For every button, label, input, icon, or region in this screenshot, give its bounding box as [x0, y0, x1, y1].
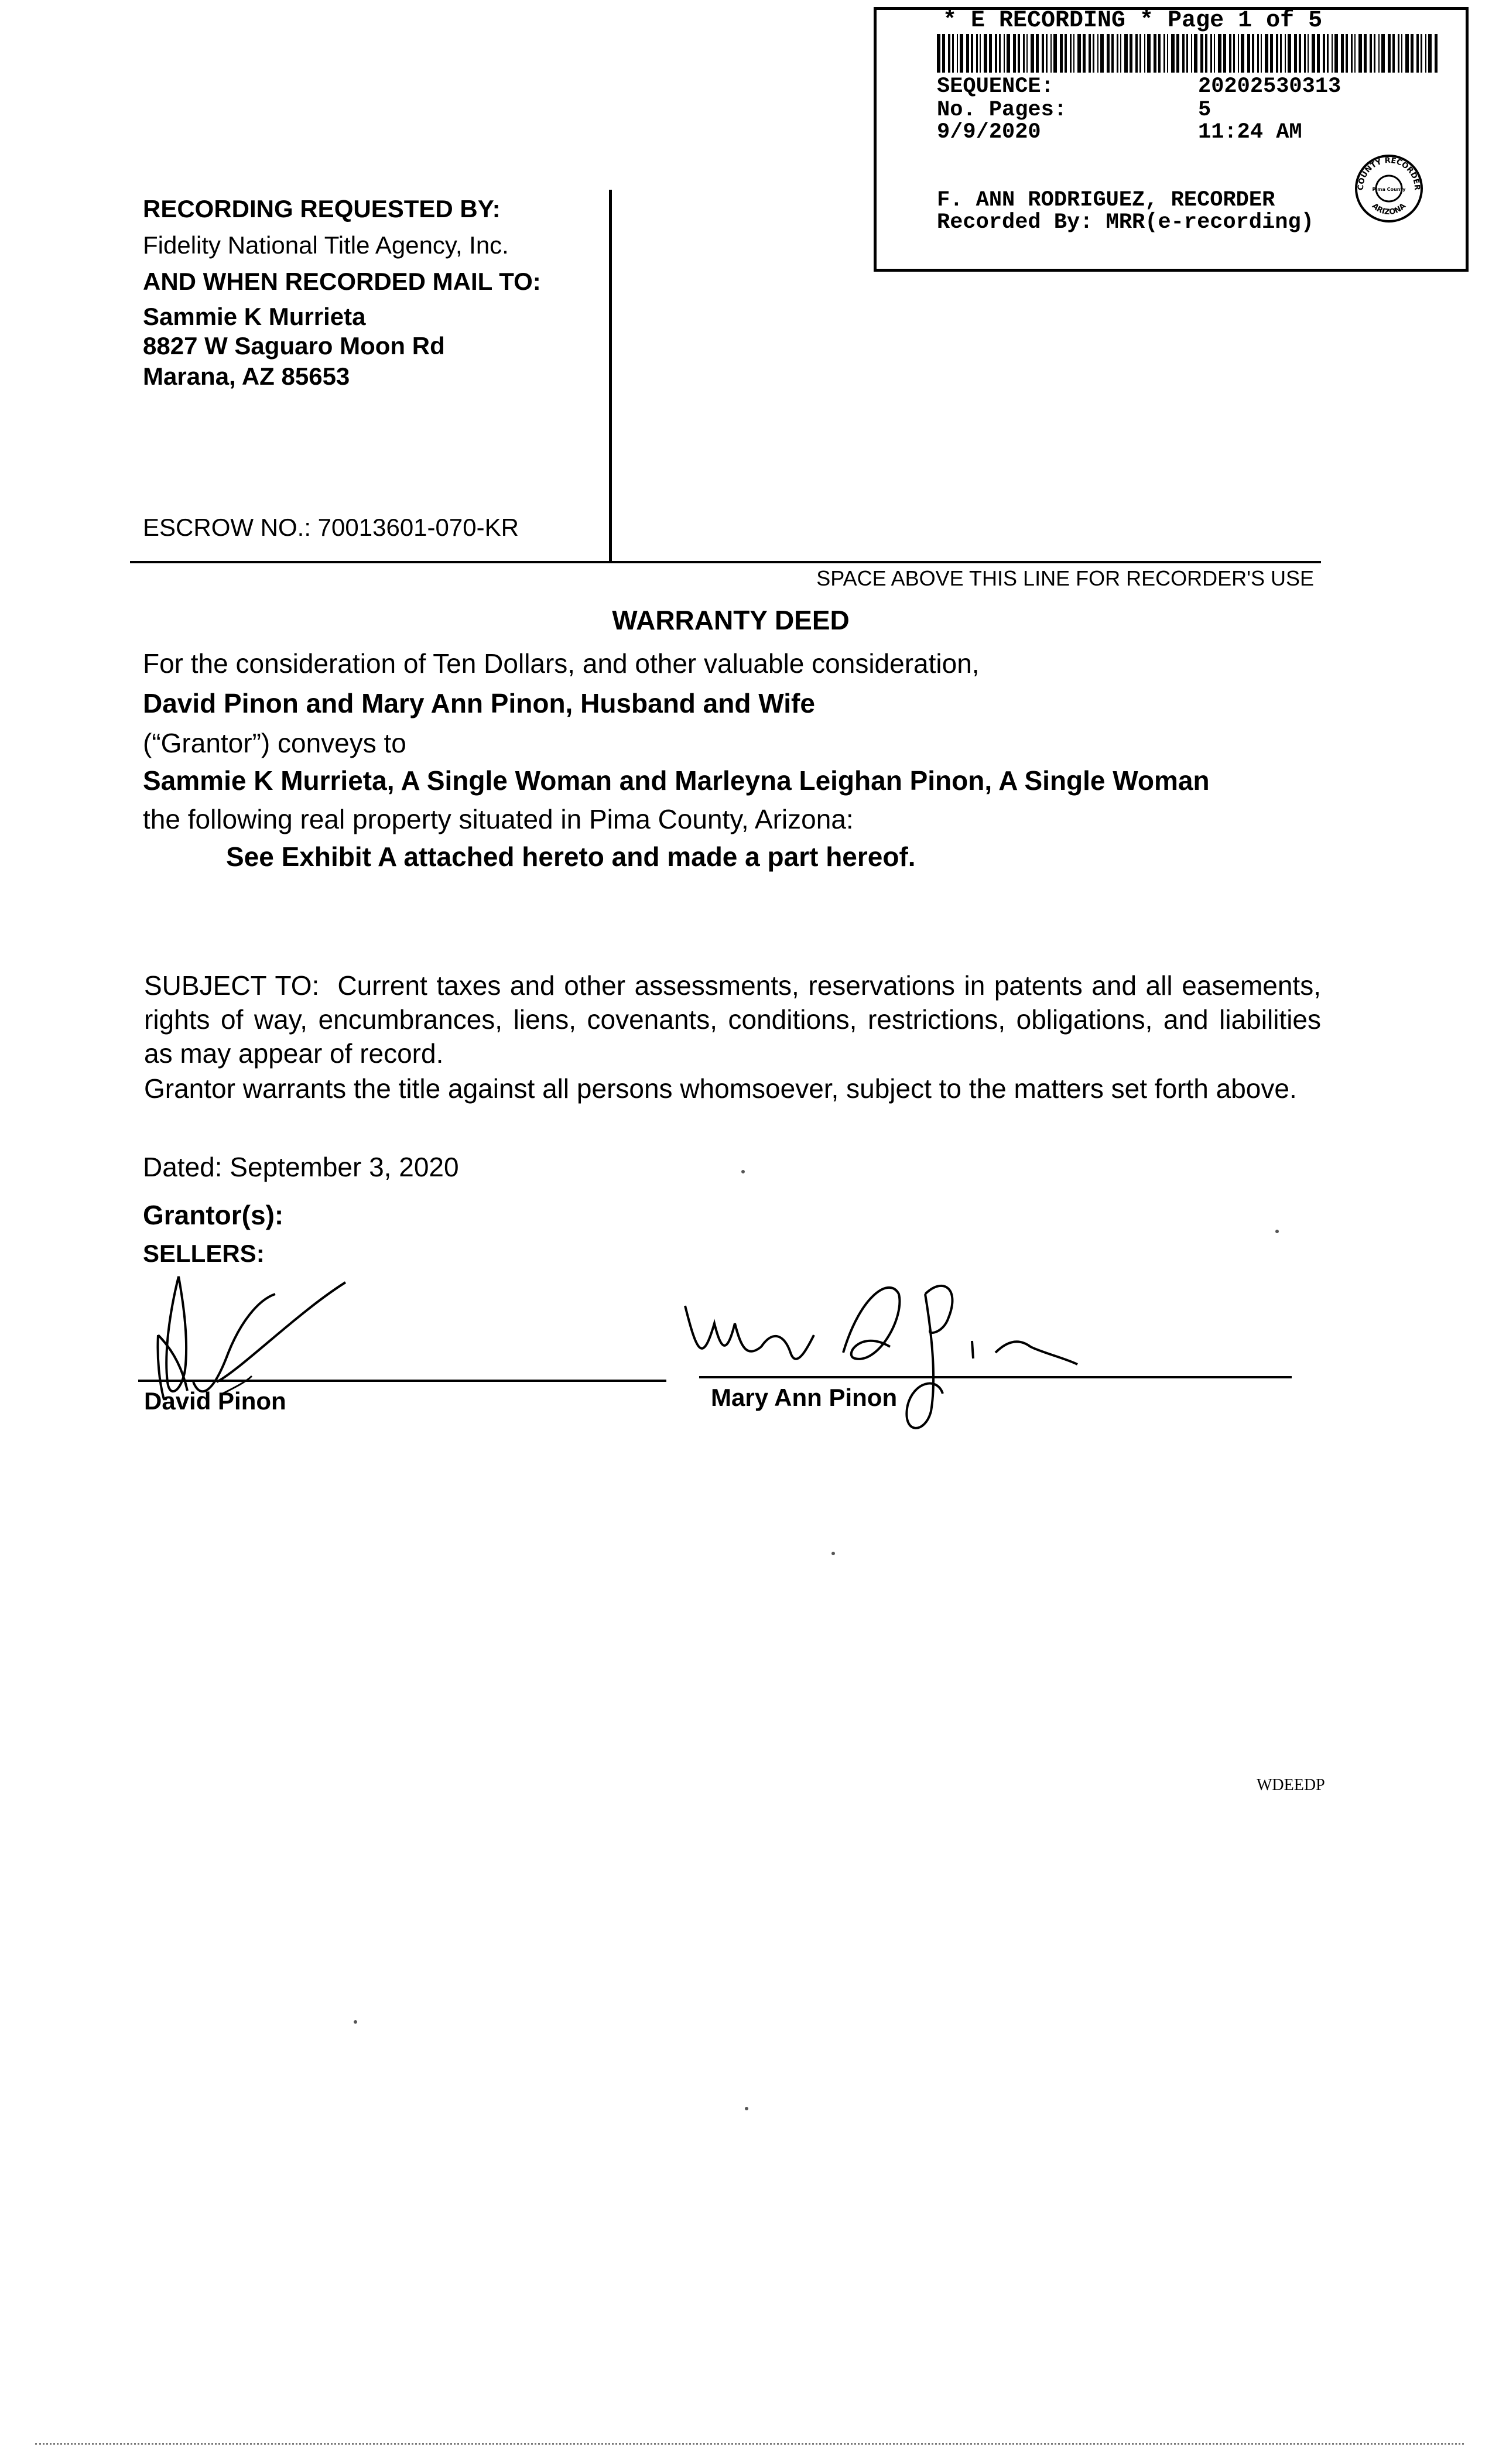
scan-speck — [741, 1170, 745, 1173]
barcode-bar — [960, 34, 963, 73]
stamp-header: * E RECORDING * Page 1 of 5 — [943, 8, 1323, 34]
barcode-bar — [1374, 34, 1375, 73]
svg-text:COUNTY RECORDER — [1357, 156, 1421, 190]
barcode-bar — [1163, 34, 1165, 73]
record-time: 11:24 AM — [1198, 120, 1302, 145]
mail-to-label: AND WHEN RECORDED MAIL TO: — [143, 268, 541, 295]
barcode-bar — [957, 34, 958, 73]
barcode-bar — [1358, 34, 1362, 73]
seal-center-text: Pima County — [1372, 187, 1406, 192]
barcode-bar — [1288, 34, 1291, 73]
exhibit-reference: See Exhibit A attached hereto and made a part hereof. — [226, 841, 916, 872]
barcode-bar — [1398, 34, 1399, 73]
recorder-use-note: SPACE ABOVE THIS LINE FOR RECORDER'S USE — [816, 566, 1314, 590]
scan-speck — [1275, 1230, 1279, 1233]
barcode-bar — [1370, 34, 1372, 73]
barcode-bar — [1233, 34, 1235, 73]
barcode-bar — [1154, 34, 1156, 73]
dated-line: Dated: September 3, 2020 — [143, 1152, 459, 1182]
recorder-name: F. ANN RODRIGUEZ, RECORDER — [937, 188, 1275, 213]
barcode-bar — [1323, 34, 1325, 73]
barcode-bar — [1144, 34, 1145, 73]
barcode-bar — [1332, 34, 1333, 73]
barcode-bar — [1083, 34, 1086, 73]
barcode-bar — [1416, 34, 1419, 73]
barcode-bar — [1210, 34, 1212, 73]
barcode-bar — [948, 34, 950, 73]
warranty-paragraph: Grantor warrants the title against all persons whomsoever, subject to the matters set forth above. — [144, 1073, 1297, 1104]
barcode-bar — [1241, 34, 1244, 73]
barcode-bar — [1334, 34, 1338, 73]
barcode-bar — [1401, 34, 1402, 73]
barcode-bar — [1130, 34, 1132, 73]
county-seal-icon — [1354, 153, 1424, 224]
barcode-bar — [1247, 34, 1250, 73]
seal-top-text: COUNTY RECORDER — [1356, 156, 1422, 191]
barcode-bar — [976, 34, 978, 73]
scan-artifact-line — [35, 2443, 1464, 2446]
mail-city: Marana, AZ 85653 — [143, 362, 350, 390]
mail-street: 8827 W Saguaro Moon Rd — [143, 332, 445, 360]
barcode-bar — [1053, 34, 1057, 73]
barcode-bar — [1036, 34, 1039, 73]
barcode-bar — [1388, 34, 1391, 73]
barcode-bar — [1089, 34, 1091, 73]
barcode-bar — [1139, 34, 1141, 73]
barcode-bar — [1124, 34, 1128, 73]
barcode-bar — [1341, 34, 1344, 73]
barcode-bar — [1100, 34, 1104, 73]
barcode-bar — [1117, 34, 1118, 73]
barcode-bar — [1223, 34, 1226, 73]
barcode-bar — [1381, 34, 1385, 73]
barcode-bar — [1214, 34, 1215, 73]
barcode-bar — [1107, 34, 1110, 73]
barcode-bar — [1421, 34, 1422, 73]
barcode-bar — [1060, 34, 1063, 73]
grantor-names: David Pinon and Mary Ann Pinon, Husband and Wife — [143, 688, 815, 718]
barcode-bar — [1270, 34, 1273, 73]
barcode-bar — [1238, 34, 1239, 73]
barcode-bar — [971, 34, 973, 73]
barcode-bar — [1167, 34, 1168, 73]
barcode-bar — [1285, 34, 1286, 73]
barcode-bar — [1378, 34, 1380, 73]
barcode-bar — [984, 34, 987, 73]
barcode-bar — [966, 34, 969, 73]
grantors-label: Grantor(s): — [143, 1200, 284, 1230]
subject-to-paragraph: SUBJECT TO: Current taxes and other assessments, reservations in patents and all easements, rights of way, encumbrances, liens, covenants, conditions, restrictions, obligations, and liabilities as may appear of record. — [144, 970, 1329, 1069]
barcode-bar — [1218, 34, 1221, 73]
signature-line-2 — [699, 1376, 1292, 1378]
svg-text:ARIZONA — [1370, 202, 1408, 217]
barcode-bar — [1346, 34, 1348, 73]
pages-label: No. Pages: — [937, 98, 1067, 122]
barcode-bar — [1073, 34, 1074, 73]
barcode-bar — [989, 34, 992, 73]
header-divider — [609, 190, 612, 562]
barcode-bar — [1304, 34, 1306, 73]
barcode-bar — [1312, 34, 1315, 73]
barcode-bar — [980, 34, 981, 73]
barcode-bar — [1265, 34, 1268, 73]
scan-speck — [745, 2107, 748, 2110]
sequence-value: 20202530313 — [1198, 74, 1341, 99]
barcode-bar — [1023, 34, 1025, 73]
barcode-bar — [995, 34, 997, 73]
barcode-bar — [1411, 34, 1414, 73]
signer1-name: David Pinon — [144, 1387, 286, 1415]
seal-bottom-text: ARIZONA — [1370, 201, 1408, 217]
barcode-bar — [1261, 34, 1262, 73]
barcode-bar — [1182, 34, 1185, 73]
barcode-bar — [1031, 34, 1034, 73]
signer2-name: Mary Ann Pinon — [711, 1384, 898, 1411]
barcode-bar — [1191, 34, 1192, 73]
barcode-bar — [1257, 34, 1259, 73]
scan-speck — [831, 1552, 835, 1555]
recorder-use-rule — [130, 561, 1321, 563]
barcode-bar — [1046, 34, 1048, 73]
barcode-bar — [1392, 34, 1395, 73]
barcode-bar — [1276, 34, 1278, 73]
barcode-bar — [1050, 34, 1052, 73]
barcode — [937, 34, 1440, 73]
barcode-bar — [1205, 34, 1207, 73]
barcode-bar — [1135, 34, 1138, 73]
barcode-bar — [1120, 34, 1121, 73]
barcode-bar — [1176, 34, 1179, 73]
barcode-bar — [942, 34, 945, 73]
scan-speck — [354, 2020, 357, 2024]
barcode-bar — [999, 34, 1001, 73]
barcode-bar — [1294, 34, 1297, 73]
barcode-bar — [1308, 34, 1309, 73]
barcode-bar — [1158, 34, 1161, 73]
barcode-bar — [1280, 34, 1282, 73]
barcode-bar — [1171, 34, 1175, 73]
barcode-bar — [1299, 34, 1301, 73]
barcode-bar — [952, 34, 954, 73]
barcode-bar — [1013, 34, 1016, 73]
barcode-bar — [1351, 34, 1353, 73]
barcode-bar — [1004, 34, 1005, 73]
grantee-names: Sammie K Murrieta, A Single Woman and Marleyna Leighan Pinon, A Single Woman — [143, 765, 1210, 796]
barcode-bar — [1111, 34, 1114, 73]
pages-value: 5 — [1198, 98, 1211, 122]
barcode-bar — [1097, 34, 1098, 73]
barcode-bar — [1093, 34, 1094, 73]
barcode-bar — [1428, 34, 1432, 73]
barcode-bar — [1317, 34, 1320, 73]
barcode-bar — [1229, 34, 1231, 73]
barcode-bar — [1327, 34, 1329, 73]
barcode-bar — [1070, 34, 1072, 73]
barcode-bar — [1065, 34, 1067, 73]
barcode-bar — [1354, 34, 1356, 73]
barcode-bar — [937, 34, 940, 73]
recorded-by: Recorded By: MRR(e-recording) — [937, 210, 1314, 235]
sequence-label: SEQUENCE: — [937, 74, 1054, 99]
barcode-bar — [1018, 34, 1020, 73]
mail-name: Sammie K Murrieta — [143, 303, 366, 330]
barcode-bar — [1186, 34, 1188, 73]
signature-line-1 — [138, 1380, 666, 1382]
barcode-bar — [1007, 34, 1010, 73]
barcode-bar — [1200, 34, 1203, 73]
escrow-number: ESCROW NO.: 70013601-070-KR — [143, 514, 519, 541]
barcode-bar — [1077, 34, 1081, 73]
requested-by-value: Fidelity National Title Agency, Inc. — [143, 231, 509, 259]
barcode-bar — [1194, 34, 1197, 73]
record-date: 9/9/2020 — [937, 120, 1041, 145]
form-code: WDEEDP — [1257, 1776, 1325, 1794]
barcode-bar — [1252, 34, 1254, 73]
barcode-bar — [1435, 34, 1438, 73]
sellers-label: SELLERS: — [143, 1240, 265, 1267]
barcode-bar — [1364, 34, 1367, 73]
requested-by-label: RECORDING REQUESTED BY: — [143, 195, 501, 223]
barcode-bar — [1026, 34, 1028, 73]
signature-mary-ann-pinon — [668, 1259, 1089, 1446]
barcode-bar — [1405, 34, 1409, 73]
consideration-text: For the consideration of Ten Dollars, and other valuable consideration, — [143, 648, 980, 679]
barcode-bar — [1042, 34, 1044, 73]
property-intro: the following real property situated in Pima County, Arizona: — [143, 804, 854, 834]
barcode-bar — [1147, 34, 1151, 73]
conveys-text: (“Grantor”) conveys to — [143, 728, 406, 758]
barcode-bar — [1425, 34, 1426, 73]
deed-title: WARRANTY DEED — [612, 605, 850, 635]
